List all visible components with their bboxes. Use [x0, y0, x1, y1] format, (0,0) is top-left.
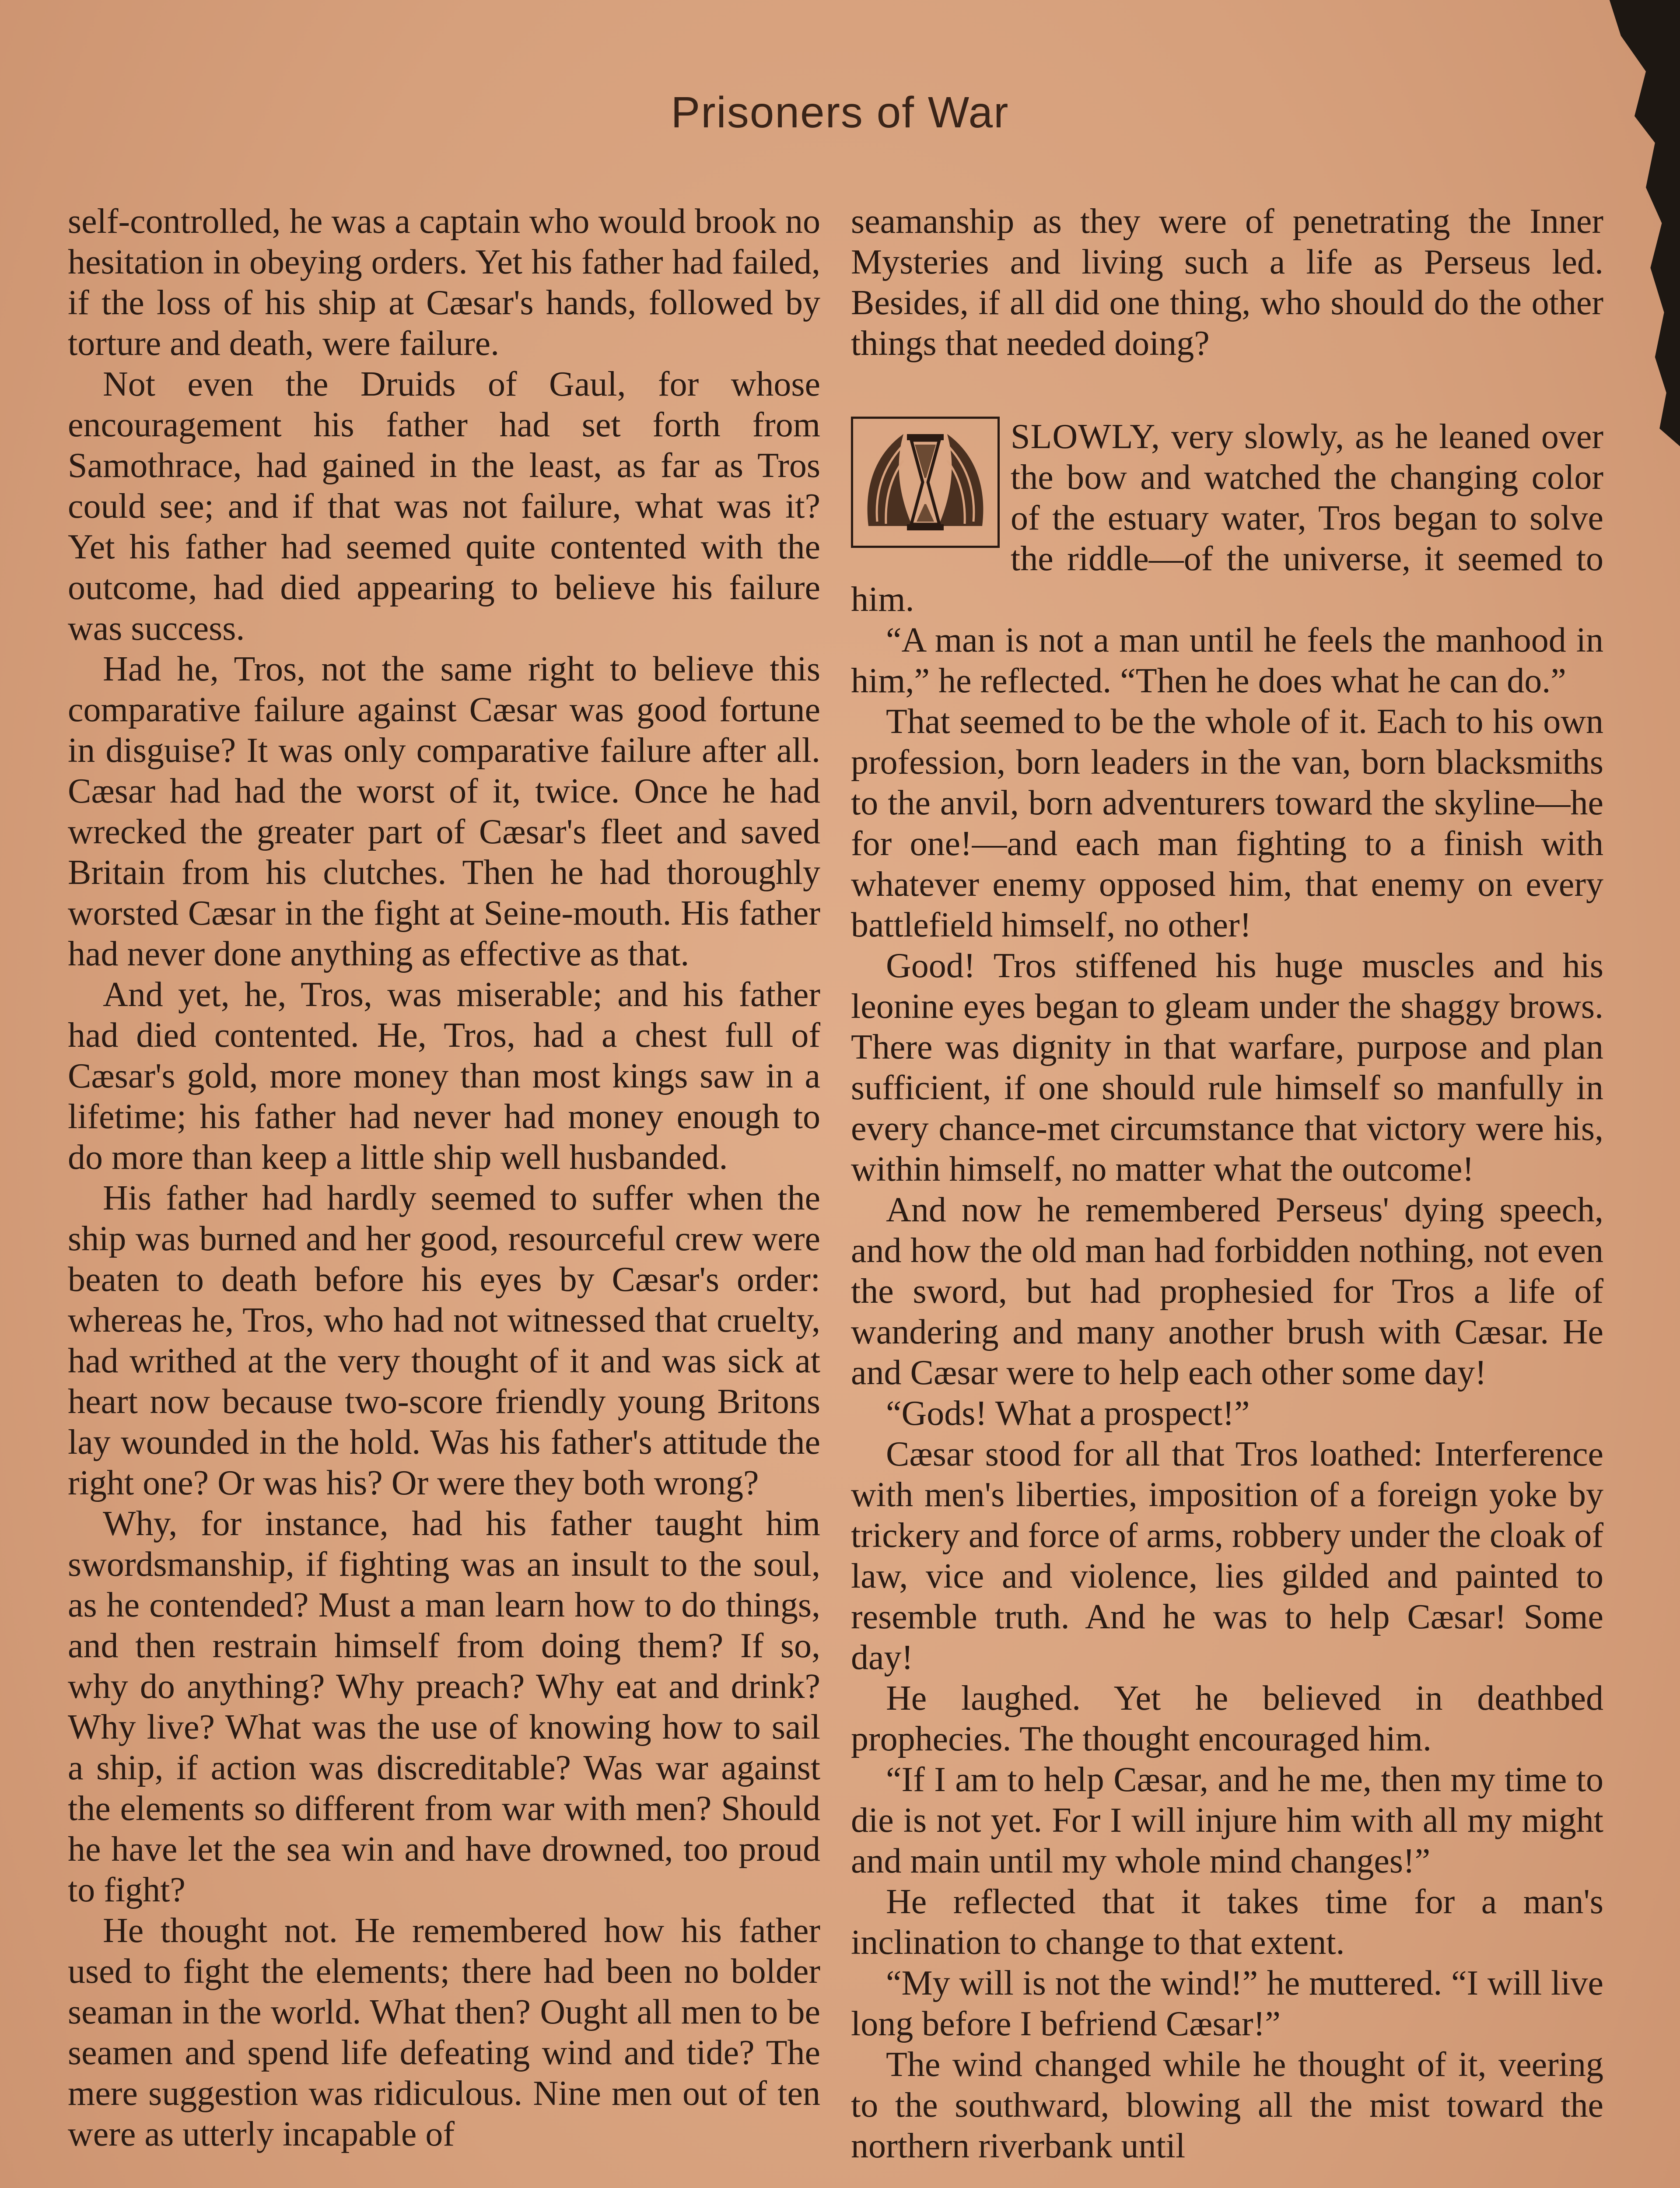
left-paragraph: Had he, Tros, not the same right to believe this comparative failure against Cæsar was good fortune in disguise? It was only comparative failure after all. Cæsar had had the worst of it, twice. Once he had wrecked the greater part of Cæsar's fleet and saved Britain from his clutches. Then he had thoroughly worsted Cæsar in the fight at Seine-mouth. His father had never done anything as effective as that. — [68, 650, 820, 973]
winged-hourglass-icon — [851, 417, 1000, 548]
left-paragraph: Not even the Druids of Gaul, for whose encouragement his father had set forth from Samothrace, had gained in the least, as far as Tros could see; and if that was not failure, what was it? Yet his father had seemed quite contented with the outcome, had died appearing to believe his failure was success. — [68, 365, 820, 648]
right-paragraph: “My will is not the wind!” he muttered. “I will live long before I befriend Cæsar!” — [851, 1964, 1603, 2043]
left-paragraph: Why, for instance, had his father taught him swordsmanship, if fighting was an insult to the soul, as he contended? Must a man learn how to do things, and then restrain himself from doing them? If so, why do anything? Why preach? Why eat and drink? Why live? What was the use of knowing how to sail a ship, if action was discreditable? Was war against the elements so different from war with men? Should he have let the sea win and have drowned, too proud to fight? — [68, 1504, 820, 1909]
right-paragraph: “Gods! What a prospect!” — [886, 1394, 1250, 1433]
right-paragraph: The wind changed while he thought of it, veering to the southward, blowing all the mist toward the northern riverbank until — [851, 2045, 1603, 2165]
left-paragraph: And yet, he, Tros, was miserable; and his father had died contented. He, Tros, had a chest full of Cæsar's gold, more money than most kings saw in a lifetime; his father had never had money enough to do more than keep a little ship well husbanded. — [68, 975, 820, 1177]
section-lead-text: very slowly, as he leaned over the bow and watched the changing color of the estuary water, Tros began to solve the riddle—of the universe, it seemed to him. — [851, 417, 1603, 619]
section-lead-word: SLOWLY, — [1011, 417, 1160, 456]
running-head: Prisoners of War — [671, 88, 1009, 137]
right-paragraph: And now he remembered Perseus' dying speech, and how the old man had forbidden nothing, not even the sword, but had prophesied for Tros a life of wandering and many another brush with Cæsar. He and Cæsar were to help each other some day! — [851, 1191, 1603, 1392]
right-paragraph: Good! Tros stiffened his huge muscles and his leonine eyes began to gleam under the shaggy brows. There was dignity in that warfare, purpose and plan sufficient, if one should rule himself so manfully in every chance-met circumstance that victory were his, within himself, no matter what the outcome! — [851, 947, 1603, 1189]
right-paragraph: “A man is not a man until he feels the manhood in him,” he reflected. “Then he does what he can do.” — [851, 621, 1603, 700]
left-paragraph: self-controlled, he was a captain who would brook no hesitation in obeying orders. Yet his father had failed, if the loss of his ship at Cæsar's hands, followed by torture and death, were failure. — [68, 202, 820, 363]
right-paragraph: “If I am to help Cæsar, and he me, then my time to die is not yet. For I will injure him with all my might and main until my whole mind changes!” — [851, 1760, 1603, 1880]
right-paragraph: seamanship as they were of penetrating the Inner Mysteries and living such a life as Perseus led. Besides, if all did one thing, who should do the other things that needed doing? — [851, 202, 1603, 363]
right-paragraph: He reflected that it takes time for a man's inclination to change to that extent. — [851, 1883, 1603, 1962]
left-paragraph: He thought not. He remembered how his father used to fight the elements; there had been no bolder seaman in the world. What then? Ought all men to be seamen and spend life defeating wind and tide? The mere suggestion was ridiculous. Nine men out of ten were as utterly incapable of — [68, 1911, 820, 2153]
right-column — [851, 201, 1603, 2167]
right-paragraph: Cæsar stood for all that Tros loathed: Interference with men's liberties, imposition of a foreign yoke by trickery and force of arms, robbery under the cloak of law, vice and violence, lies gilded and painted to resemble truth. And he was to help Cæsar! Some day! — [851, 1435, 1603, 1677]
right-paragraph: He laughed. Yet he believed in deathbed prophecies. The thought encouraged him. — [851, 1679, 1603, 1758]
left-paragraph: His father had hardly seemed to suffer when the ship was burned and her good, resourceful crew were beaten to death before his eyes by Cæsar's order: whereas he, Tros, who had not witnessed that cruelty, had writhed at the very thought of it and was sick at heart now because two-score friendly young Britons lay wounded in the hold. Was his father's attitude the right one? Or was his? Or were they both wrong? — [68, 1179, 820, 1502]
right-paragraph: That seemed to be the whole of it. Each to his own profession, born leaders in the van, born blacksmiths to the anvil, born adventurers toward the skyline—he for one!—and each man fighting to a finish with whatever enemy opposed him, that enemy on every battlefield himself, no other! — [851, 702, 1603, 944]
section-opening-paragraph — [851, 417, 1603, 620]
left-column — [68, 201, 820, 2155]
